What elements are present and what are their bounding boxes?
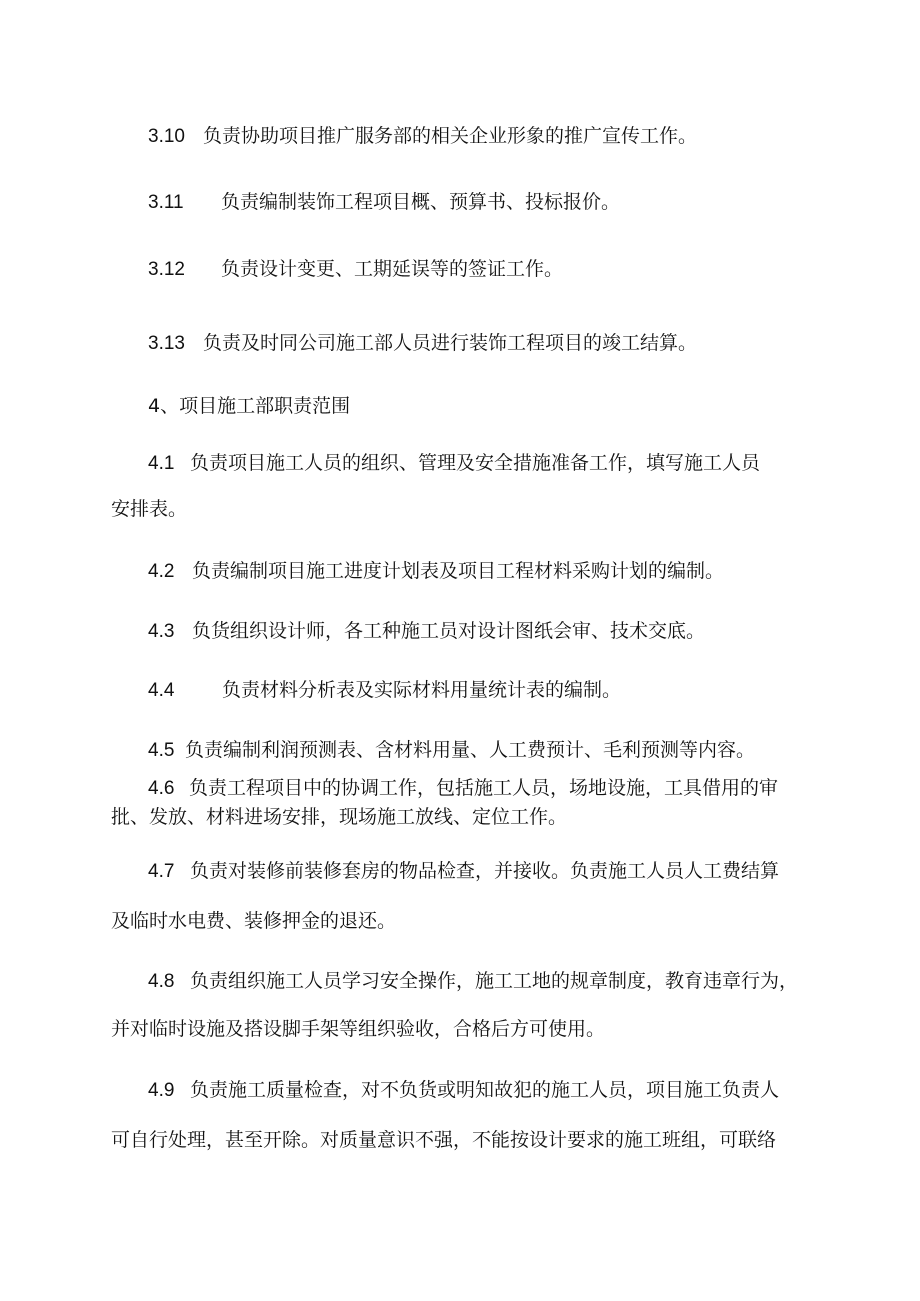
clause-4-9 xyxy=(0,1078,920,1103)
clause-3-10 xyxy=(0,124,920,149)
section-heading-4 xyxy=(0,394,920,418)
clause-number: 3.13 xyxy=(148,333,185,354)
clause-number: 3.12 xyxy=(148,259,185,280)
clause-number: 4.4 xyxy=(148,680,175,701)
clause-4-9-continuation xyxy=(0,1128,920,1152)
clause-4-5 xyxy=(0,738,920,763)
clause-4-7-continuation xyxy=(0,909,920,933)
clause-3-12 xyxy=(0,257,920,282)
clause-text: 负责工程项目中的协调工作，包括施工人员，场地设施，工具借用的审 xyxy=(189,777,779,799)
clause-4-2 xyxy=(0,559,920,584)
clause-number: 4.9 xyxy=(148,1080,175,1101)
clause-text: 负责项目施工人员的组织、管理及安全措施准备工作，填写施工人员 xyxy=(190,452,761,474)
clause-text: 负责编制装饰工程项目概、预算书、投标报价。 xyxy=(221,191,621,213)
clause-4-8-continuation xyxy=(0,1017,920,1041)
clause-number: 4.8 xyxy=(148,971,175,992)
clause-number: 4.3 xyxy=(148,621,175,642)
clause-4-4 xyxy=(0,678,920,703)
clause-text: 负责及时同公司施工部人员进行装饰工程项目的竣工结算。 xyxy=(203,332,698,354)
clause-text: 负责组织施工人员学习安全操作，施工工地的规章制度，教育违章行为， xyxy=(190,970,799,992)
clause-4-1-continuation xyxy=(0,497,920,521)
clause-number: 3.11 xyxy=(148,192,184,213)
clause-number: 3.10 xyxy=(148,126,185,147)
clause-number: 4.6 xyxy=(148,778,175,799)
clause-4-3 xyxy=(0,619,920,644)
clause-3-13 xyxy=(0,331,920,356)
clause-4-8 xyxy=(0,969,920,994)
clause-continuation-text: 可自行处理，甚至开除。对质量意识不强，不能按设计要求的施工班组，可联络 xyxy=(111,1129,777,1151)
clause-4-1 xyxy=(0,451,920,476)
clause-text: 负责施工质量检查，对不负货或明知故犯的施工人员，项目施工负责人 xyxy=(190,1079,780,1101)
clause-continuation-text: 及临时水电费、装修押金的退还。 xyxy=(111,910,397,932)
clause-number: 4.1 xyxy=(148,453,175,474)
clause-text: 负责设计变更、工期延误等的签证工作。 xyxy=(221,258,564,280)
clause-text: 负责对装修前装修套房的物品检查，并接收。负责施工人员人工费结算 xyxy=(190,860,780,882)
clause-text: 负货组织设计师，各工种施工员对设计图纸会审、技术交底。 xyxy=(192,620,706,642)
clause-4-6 xyxy=(0,776,920,801)
section-heading-text: 4、项目施工部职责范围 xyxy=(148,395,351,417)
clause-continuation-text: 并对临时设施及搭设脚手架等组织验收，合格后方可使用。 xyxy=(111,1018,606,1040)
clause-text: 负责编制利润预测表、含材料用量、人工费预计、毛利预测等内容。 xyxy=(185,739,756,761)
clause-continuation-text: 安排表。 xyxy=(111,498,188,520)
clause-text: 负责协助项目推广服务部的相关企业形象的推广宣传工作。 xyxy=(203,125,698,147)
clause-3-11 xyxy=(0,190,920,215)
clause-number: 4.2 xyxy=(148,561,175,582)
clause-text: 负责编制项目施工进度计划表及项目工程材料采购计划的编制。 xyxy=(192,560,725,582)
clause-4-6-continuation xyxy=(0,805,920,829)
clause-number: 4.5 xyxy=(148,740,175,761)
clause-4-7 xyxy=(0,859,920,884)
clause-text: 负责材料分析表及实际材料用量统计表的编制。 xyxy=(222,679,622,701)
clause-number: 4.7 xyxy=(148,861,175,882)
clause-continuation-text: 批、发放、材料进场安排，现场施工放线、定位工作。 xyxy=(111,806,568,828)
